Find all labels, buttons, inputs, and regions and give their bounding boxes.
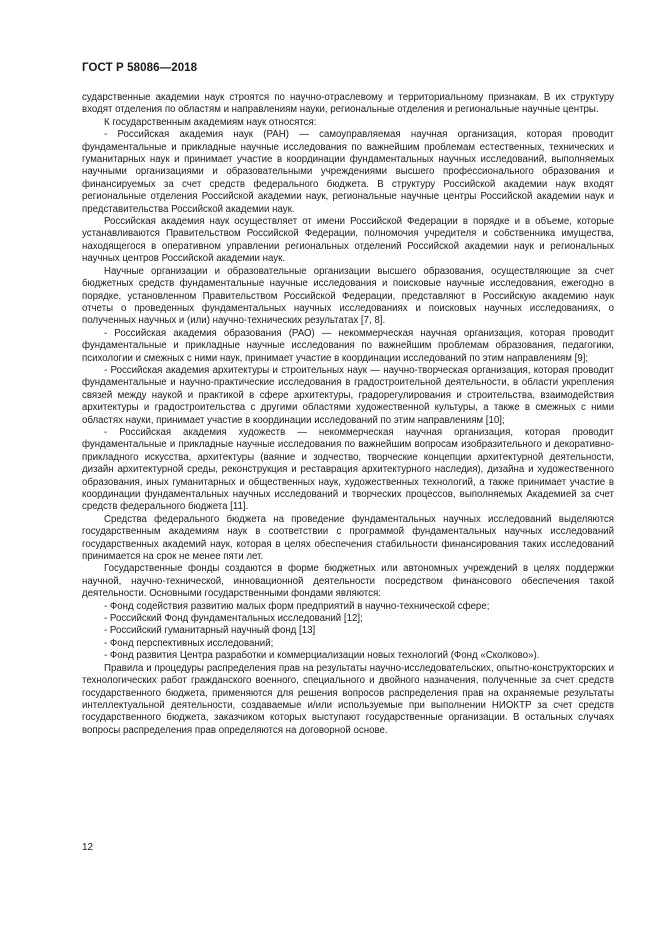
paragraph: - Российская академия художеств — некоммерческая научная организация, которая проводит фундаментальные и прикладные научные исследования по важнейшим вопросам изобразительного и декоративно-прикладного искусства, архитектуры (ваяние и зодчество, творческие концепции архитектурной деятельности, дизайн архитектурной среды, реконструкция и реставрация архитектурного наследия), дизайна и художественного образования, иных гуманитарных и общественных наук, художественных технологий, а также принимает участие в координации фундаментальных научных исследований и творческих процессов, выполняемых Академией за счет средств федерального бюджета [11]. — [82, 426, 614, 513]
list-item: - Российский гуманитарный научный фонд [13] — [104, 625, 316, 637]
document-header: ГОСТ Р 58086—2018 — [82, 62, 198, 74]
list-item: - Российский Фонд фундаментальных исследований [12]; — [104, 613, 363, 625]
list-item: - Фонд перспективных исследований; — [104, 637, 274, 649]
paragraph: - Российская академия архитектуры и строительных наук — научно-творческая организация, которая проводит фундаментальные и научно-практические исследования в градостроительной деятельности, в области укрепления связей между наукой и практикой в сфере архитектуры, градорегулирования и строительства, взаимодействия архитектуры и градостроительства с другими областями художественной культуры, а также в смежных с ними областях науки, принимает участие в координации исследований по этим направлениям [10]; — [82, 364, 614, 426]
paragraph: Государственные фонды создаются в форме бюджетных или автономных учреждений в целях поддержки научной, научно-технической, инновационной деятельности посредством финансового обеспечения такой деятельности. Основными государственными фондами являются: — [82, 563, 614, 600]
paragraph: Российская академия наук осуществляет от имени Российской Федерации в порядке и в объеме, которые устанавливаются Правительством Российской Федерации, полномочия учредителя и собственника имущества, находящегося в оперативном управлении региональных отделений Российской академии наук и региональных научных центров Российской академии наук. — [82, 216, 614, 265]
paragraph: К государственным академиям наук относятся: — [104, 116, 317, 128]
list-item: - Фонд содействия развитию малых форм предприятий в научно-технической сфере; — [104, 600, 490, 612]
paragraph: Средства федерального бюджета на проведение фундаментальных научных исследований выделяются государственным академиям наук в соответствии с программой фундаментальных научных исследований государственных академий наук, которая в целях обеспечения стабильности финансирования таких исследований принимается на срок не менее пяти лет. — [82, 513, 614, 563]
list-item: - Фонд развития Центра разработки и коммерциализации новых технологий (Фонд «Сколково»). — [104, 650, 540, 662]
paragraph: Научные организации и образовательные организации высшего образования, осуществляющие за счет бюджетных средств фундаментальные научные исследования и поисковые научные исследования, ежегодно в порядке, установленном Правительством Российской Федерации, представляют в Российскую академию наук отчеты о проведенных фундаментальных научных исследованиях и поисковых научных исследованиях, о полученных научных и (или) научно-технических результатах [7, 8]. — [82, 265, 614, 327]
document-body — [82, 92, 614, 737]
paragraph: Правила и процедуры распределения прав на результаты научно-исследовательских, опытно-конструкторских и технологических работ гражданского военного, специального и двойного назначения, полученные за счет средств государственного бюджета, применяются для решения вопросов распределения прав на охраняемые результаты интеллектуальной деятельности, создаваемые и/или используемые при выполнении НИОКТР за счет средств государственного бюджета, заказчиком которых выступают государственные организации. В остальных случаях вопросы распределения прав определяются на договорной основе. — [82, 662, 614, 736]
page-number: 12 — [82, 842, 94, 853]
paragraph: сударственные академии наук строятся по научно-отраслевому и территориальному признакам. В их структуру входят отделения по областям и направлениям науки, региональные отделения и региональные научные центры. — [82, 92, 614, 116]
paragraph: - Российская академия образования (РАО) — некоммерческая научная организация, которая проводит фундаментальные и прикладные научные исследования по важнейшим проблемам образования, педагогики, психологии и смежных с ними наук, принимает участие в координации исследований по этим направлениям [9]; — [82, 327, 614, 364]
paragraph: - Российская академия наук (РАН) — самоуправляемая научная организация, которая проводит фундаментальные и прикладные научные исследования по важнейшим проблемам естественных, технических и гуманитарных наук и принимает участие в координации фундаментальных научных исследований, выполняемых научными организациями и образовательными учреждениями высшего профессионального образования и финансируемых за счет средств федерального бюджета. В структуру Российской академии наук входят региональные отделения Российской академии наук, региональные научные центры Российской академии наук и представительства Российской академии наук. — [82, 129, 614, 215]
